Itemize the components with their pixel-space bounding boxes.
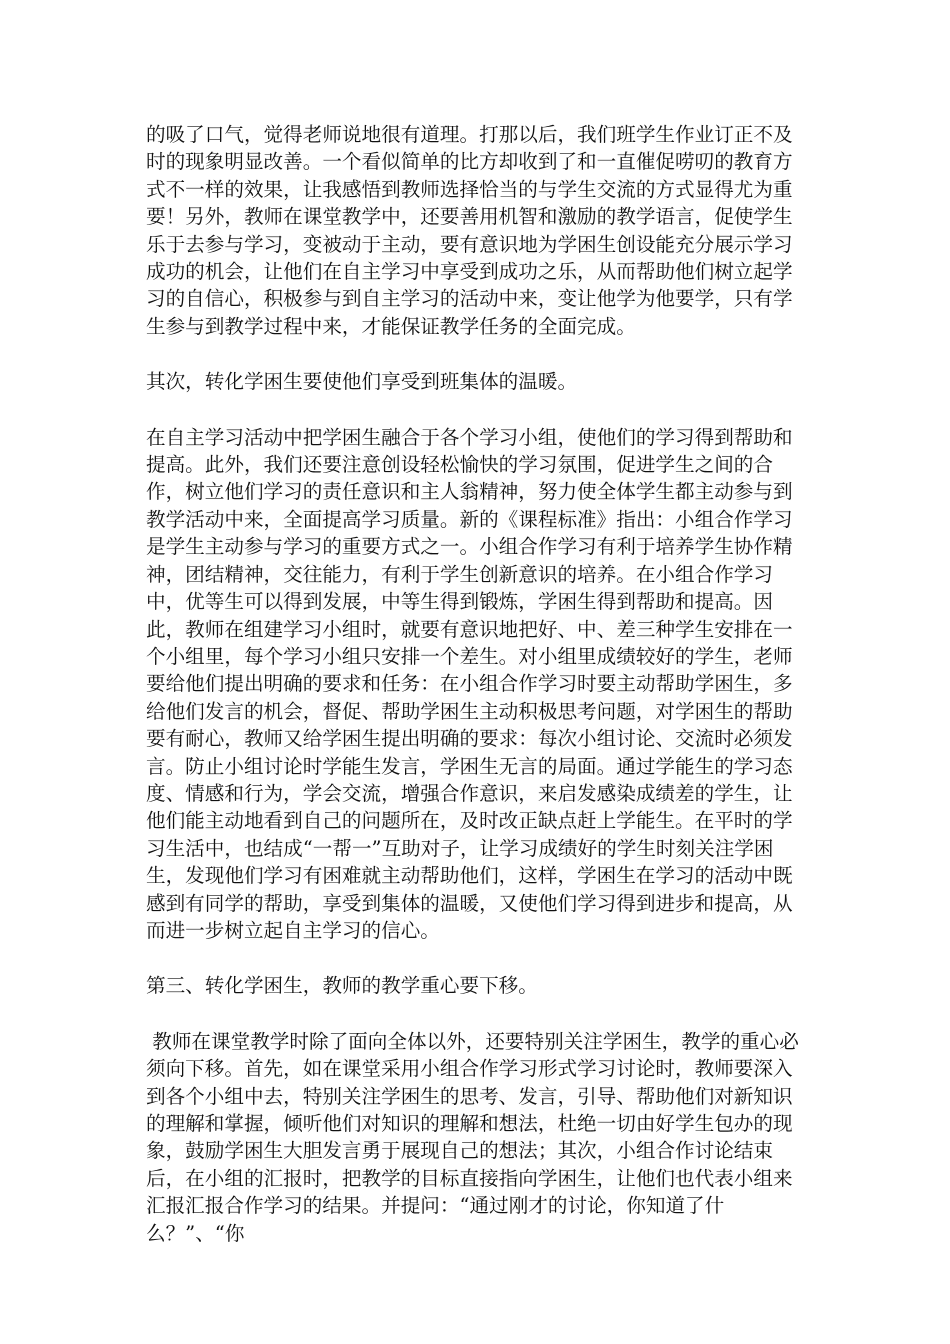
paragraph-4-heading: 第三、转化学困生，教师的教学重心要下移。	[146, 974, 538, 998]
document-body	[146, 121, 808, 1247]
paragraph-5: 教师在课堂教学时除了面向全体以外，还要特别关注学困生，教学的重心必须向下移。首先，如在课堂采用小组合作学习形式学习讨论时，教师要深入到各个小组中去，特别关注学困生的思考、发言，引导、帮助他们对新知识的理解和掌握，倾听他们对知识的理解和想法，杜绝一切由好学生包办的现象，鼓励学困生大胆发言勇于展现自己的想法；其次，小组合作讨论结束后，在小组的汇报时，把教学的目标直接指向学困生，让他们也代表小组来汇报汇报合作学习的结果。并提问：“通过刚才的讨论，你知道了什么？”、“你	[146, 1029, 799, 1245]
paragraph-3: 在自主学习活动中把学困生融合于各个学习小组，使他们的学习得到帮助和提高。此外，我们还要注意创设轻松愉快的学习氛围，促进学生之间的合作，树立他们学习的责任意识和主人翁精神，努力使全体学生都主动参与到教学活动中来，全面提高学习质量。新的《课程标准》指出：小组合作学习是学生主动参与学习的重要方式之一。小组合作学习有利于培养学生协作精神，团结精神，交往能力，有利于学生创新意识的培养。在小组合作学习中，优等生可以得到发展，中等生得到锻炼，学困生得到帮助和提高。因此，教师在组建学习小组时，就要有意识地把好、中、差三种学生安排在一个小组里，每个学习小组只安排一个差生。对小组里成绩较好的学生，老师要给他们提出明确的要求和任务：在小组合作学习时要主动帮助学困生，多给他们发言的机会，督促、帮助学困生主动积极思考问题，对学困生的帮助要有耐心，教师又给学困生提出明确的要求：每次小组讨论、交流时必须发言。防止小组讨论时学能生发言，学困生无言的局面。通过学能生的学习态度、情感和行为，学会交流，增强合作意识，来启发感染成绩差的学生，让他们能主动地看到自己的问题所在，及时改正缺点赶上学能生。在平时的学习生活中，也结成“一帮一”互助对子，让学习成绩好的学生时刻关注学困生，发现他们学习有困难就主动帮助他们，这样，学困生在学习的活动中既感到有同学的帮助，享受到集体的温暖，又使他们学习得到进步和提高，从而进一步树立起自主学习的信心。	[146, 425, 793, 942]
paragraph-1: 的吸了口气，觉得老师说地很有道理。打那以后，我们班学生作业订正不及时的现象明显改善。一个看似简单的比方却收到了和一直催促唠叨的教育方式不一样的效果，让我感悟到教师选择恰当的与学生交流的方式显得尤为重要！另外，教师在课堂教学中，还要善用机智和激励的教学语言，促使学生乐于去参与学习，变被动于主动，要有意识地为学困生创设能充分展示学习成功的机会，让他们在自主学习中享受到成功之乐，从而帮助他们树立起学习的自信心，积极参与到自主学习的活动中来，变让他学为他要学，只有学生参与到教学过程中来，才能保证教学任务的全面完成。	[146, 123, 793, 338]
paragraph-2-heading: 其次，转化学困生要使他们享受到班集体的温暖。	[146, 370, 578, 394]
